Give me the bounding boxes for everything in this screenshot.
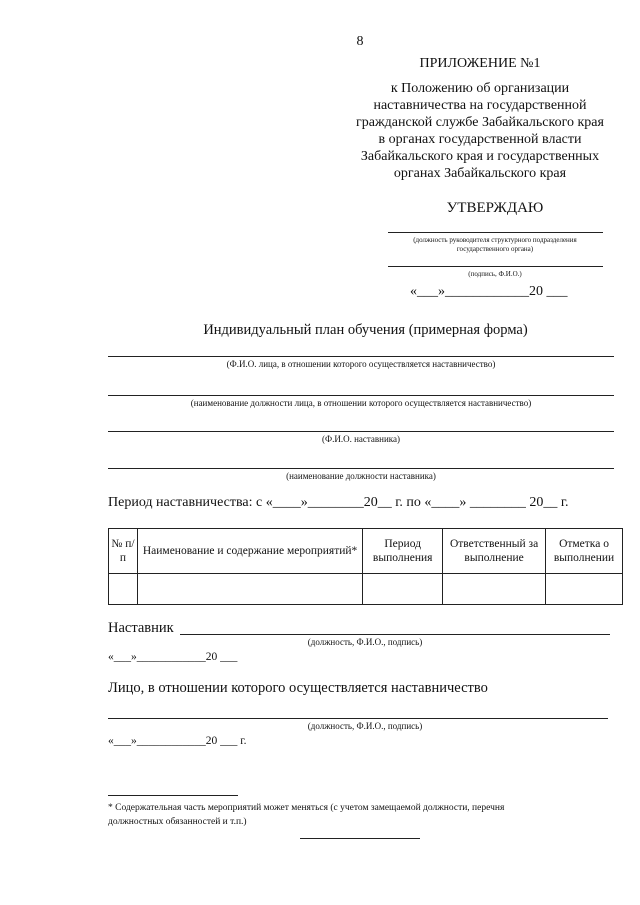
table-cell (363, 574, 443, 605)
footnote-separator (108, 795, 238, 796)
appendix-title: ПРИЛОЖЕНИЕ №1 (419, 56, 541, 71)
mentor-position-line (108, 468, 614, 469)
mentee-date: «___»____________20 ___ г. (108, 735, 247, 747)
table-cell (443, 574, 546, 605)
mentee-position-caption: (наименование должности лица, в отношении которого осуществляется наставничество) (190, 398, 532, 408)
position-line (388, 232, 603, 233)
mentor-signature-line (180, 634, 610, 635)
header-period: Период выполнения (363, 529, 443, 574)
mentee-position-line (108, 395, 614, 396)
mentor-date: «___»____________20 ___ (108, 651, 238, 663)
footnote-line-1: * Содержательная часть мероприятий может меняться (с учетом замещаемой должности, перечня (108, 803, 505, 813)
appendix-line: наставничества на государственной (373, 98, 587, 113)
mentee-name-caption: (Ф.И.О. лица, в отношении которого осуществляется наставничество) (226, 359, 496, 369)
table-cell (137, 574, 362, 605)
approve-title: УТВЕРЖДАЮ (446, 200, 544, 216)
appendix-line: к Положению об организации (390, 81, 570, 96)
signature-line (388, 266, 603, 267)
mentee-name-line (108, 356, 614, 357)
mentorship-period: Период наставничества: с «____»________20__ г. по «____» ________ 20__ г. (108, 495, 569, 510)
mentor-signature-caption: (должность, Ф.И.О., подпись) (307, 637, 423, 647)
table-cell (109, 574, 138, 605)
mentor-label: Наставник (108, 620, 174, 636)
position-caption-2: государственного органа) (456, 245, 534, 253)
table-cell (546, 574, 623, 605)
appendix-text (330, 80, 630, 182)
appendix-line: в органах государственной власти (378, 132, 582, 147)
mentee-signature-line (108, 718, 608, 719)
header-completion-mark: Отметка о выполнении (546, 529, 623, 574)
signature-caption: (подпись, Ф.И.О.) (468, 270, 522, 278)
table-header-row (109, 529, 623, 574)
table-row (109, 574, 623, 605)
appendix-line: гражданской службе Забайкальского края (356, 115, 604, 130)
mentee-label: Лицо, в отношении которого осуществляется наставничество (108, 680, 488, 696)
bottom-rule (300, 838, 420, 839)
plan-title: Индивидуальный план обучения (примерная форма) (203, 322, 528, 338)
header-responsible: Ответственный за выполнение (443, 529, 546, 574)
position-caption-1: (должность руководителя структурного подразделения (413, 236, 577, 244)
mentor-name-line (108, 431, 614, 432)
appendix-line: Забайкальского края и государственных (360, 149, 600, 164)
page-number: 8 (356, 34, 364, 49)
header-activity: Наименование и содержание мероприятий* (137, 529, 362, 574)
approve-date: «___»____________20 ___ (410, 284, 568, 299)
mentor-position-caption: (наименование должности наставника) (286, 471, 436, 481)
mentor-name-caption: (Ф.И.О. наставника) (321, 434, 401, 444)
mentee-signature-caption: (должность, Ф.И.О., подпись) (307, 721, 423, 731)
appendix-line: органах Забайкальского края (393, 166, 567, 181)
header-number: № п/п (109, 529, 138, 574)
plan-table (108, 528, 623, 605)
footnote-line-2: должностных обязанностей и т.п.) (108, 817, 247, 827)
